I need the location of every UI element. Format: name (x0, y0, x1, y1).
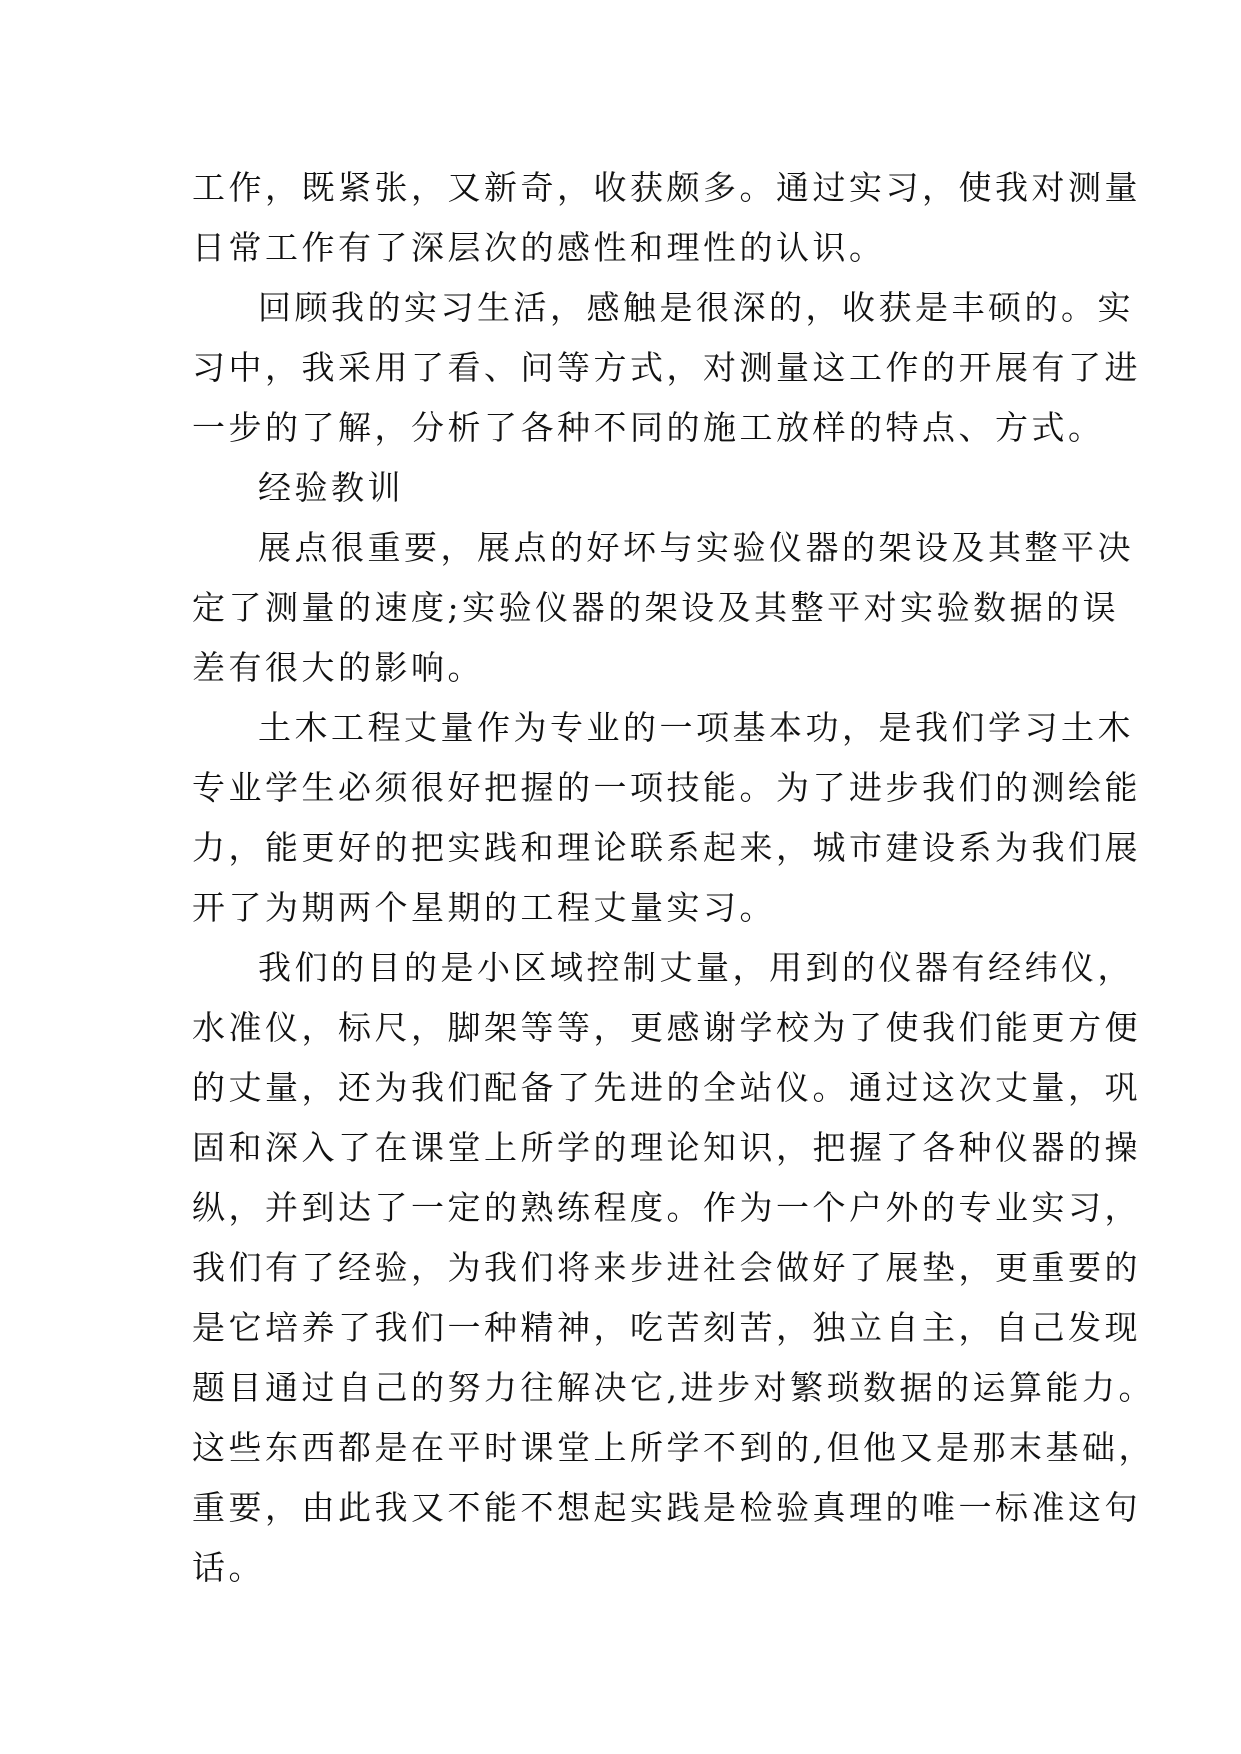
text-line: 的丈量，还为我们配备了先进的全站仪。通过这次丈量，巩 (192, 1068, 1141, 1107)
text-line: 回顾我的实习生活，感触是很深的，收获是丰硕的。实 (258, 288, 1134, 327)
text-line: 土木工程丈量作为专业的一项基本功，是我们学习土木 (258, 708, 1134, 747)
text-line: 这些东西都是在平时课堂上所学不到的,但他又是那末基础， (192, 1428, 1155, 1467)
text-line: 力，能更好的把实践和理论联系起来，城市建设系为我们展 (192, 828, 1141, 867)
text-line: 开了为期两个星期的工程丈量实习。 (192, 888, 776, 927)
text-line: 我们有了经验，为我们将来步进社会做好了展垫，更重要的 (192, 1248, 1141, 1287)
text-line: 话。 (192, 1548, 265, 1587)
text-line: 展点很重要，展点的好坏与实验仪器的架设及其整平决 (258, 528, 1134, 567)
text-line: 定了测量的速度;实验仪器的架设及其整平对实验数据的误 (192, 588, 1120, 627)
text-line: 工作，既紧张，又新奇，收获颇多。通过实习，使我对测量 (192, 168, 1141, 207)
text-line: 固和深入了在课堂上所学的理论知识，把握了各种仪器的操 (192, 1128, 1141, 1167)
text-line: 我们的目的是小区域控制丈量，用到的仪器有经纬仪， (258, 948, 1134, 987)
text-line: 重要，由此我又不能不想起实践是检验真理的唯一标准这句 (192, 1488, 1141, 1527)
text-line: 纵，并到达了一定的熟练程度。作为一个户外的专业实习， (192, 1188, 1141, 1227)
text-line: 一步的了解，分析了各种不同的施工放样的特点、方式。 (192, 408, 1105, 447)
document-body (192, 158, 1155, 1598)
text-line: 水准仪，标尺，脚架等等，更感谢学校为了使我们能更方便 (192, 1008, 1141, 1047)
text-line: 差有很大的影响。 (192, 648, 484, 687)
text-line: 题目通过自己的努力往解决它,进步对繁琐数据的运算能力。 (192, 1368, 1155, 1407)
section-heading: 经验教训 (258, 468, 404, 507)
text-line: 日常工作有了深层次的感性和理性的认识。 (192, 228, 886, 267)
text-line: 习中，我采用了看、问等方式，对测量这工作的开展有了进 (192, 348, 1141, 387)
text-line: 专业学生必须很好把握的一项技能。为了进步我们的测绘能 (192, 768, 1141, 807)
text-line: 是它培养了我们一种精神，吃苦刻苦，独立自主，自己发现 (192, 1308, 1141, 1347)
